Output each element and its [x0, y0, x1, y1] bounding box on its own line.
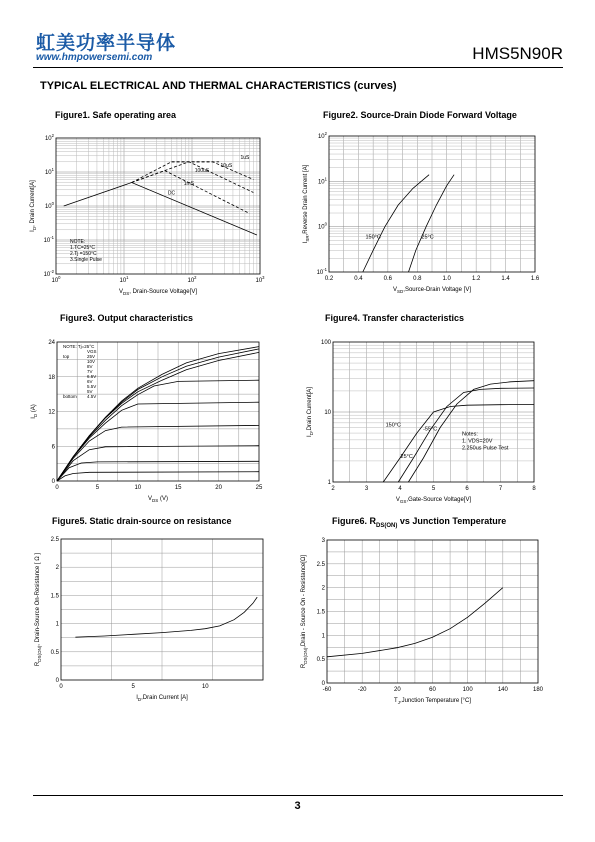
company-website: www.hmpowersemi.com	[36, 52, 153, 63]
fig3-x-tick-label: 25	[255, 485, 263, 491]
fig5-x-axis-label: $I_D,Drain$ Current [A]	[136, 695, 188, 702]
fig4-label-neg55c: -55°C	[423, 426, 438, 433]
fig2-x-tick-label: 1.2	[471, 276, 481, 282]
fig1-x-axis-label: $V_{DS}$, Drain-Source Voltage[V]	[119, 289, 197, 296]
fig5-x-tick-label: 10	[201, 684, 209, 690]
fig4-note-line: 2.250us Pulse Test	[461, 445, 509, 452]
fig2-series-line	[363, 175, 429, 272]
fig5-x-tick-label: 5	[131, 684, 135, 690]
fig6-y-tick-label: 2	[321, 585, 325, 592]
fig5-y-axis-label: $R_{DS(ON)}$, Drain-Source On-Resistance [ Ω ]	[35, 552, 42, 667]
fig3-legend-entry: 5V	[87, 389, 93, 394]
fig3-y-tick-label: 6	[51, 444, 55, 451]
fig4-note-line: 1. VDS=20V	[461, 438, 493, 445]
fig4-x-axis-label: $V_{GS},Gate$-Source Voltage[V]	[395, 497, 472, 504]
fig6-y-tick-label: 1	[321, 633, 325, 640]
fig3-x-tick-label: 10	[134, 485, 142, 491]
fig2-x-tick-label: 0.2	[324, 276, 334, 282]
fig5-y-tick-label: 1.5	[50, 593, 59, 600]
fig2-x-tick-label: 1.0	[442, 276, 451, 282]
fig3-legend-entry: 6V	[87, 379, 93, 384]
fig5-series-line	[75, 597, 257, 637]
fig4-x-tick-label: 5	[431, 486, 436, 492]
fig2-label-150c: 150°C	[365, 234, 381, 241]
fig3-y-tick-label: 12	[48, 409, 55, 416]
fig2-x-tick-label: 0.4	[354, 276, 363, 282]
fig6-x-tick-label: 100	[462, 687, 473, 693]
fig3-x-tick-label: 0	[55, 485, 59, 491]
fig6-x-tick-label: 60	[429, 687, 436, 693]
fig3-legend-entry: 25V	[87, 354, 96, 359]
fig1-note-line: NOTE:	[70, 239, 86, 245]
fig2-y-tick-label: $10^0$	[317, 221, 327, 231]
fig1-note-line: 1.TC=25°C	[70, 245, 95, 251]
fig3-legend-tag: top	[63, 354, 70, 359]
fig3-x-tick-label: 15	[174, 485, 182, 491]
fig1-series-label-10us: 10uS	[220, 163, 233, 170]
fig4-y-axis-label: $I_D,Drain$ Current[A]	[307, 387, 314, 437]
fig1-note-line: 2.Tj =150°C	[70, 251, 97, 257]
fig6-x-tick-label: 140	[497, 687, 508, 693]
fig4-x-tick-label: 7	[498, 486, 503, 492]
fig3-legend-entry: 7V	[87, 369, 93, 374]
fig3-y-tick-label: 0	[51, 479, 55, 485]
fig4-x-tick-label: 8	[532, 486, 536, 492]
fig5-y-tick-label: 1	[55, 621, 59, 628]
fig6-y-tick-label: 0	[321, 681, 325, 687]
fig5-x-tick-label: 0	[59, 684, 63, 690]
fig3-y-tick-label: 18	[48, 374, 55, 381]
fig1-series-label-100us: 100uS	[194, 168, 210, 174]
fig1-x-tick-label: $10^0$	[51, 275, 61, 284]
fig4-x-tick-label: 2	[331, 486, 335, 492]
fig3-legend-entry: 5.5V	[87, 384, 97, 389]
fig1-y-tick-label: $10^2$	[44, 133, 54, 142]
fig3-legend-tag: bottom	[63, 394, 77, 399]
figure1-title: Figure1. Safe operating area	[55, 110, 177, 120]
section-title: TYPICAL ELECTRICAL AND THERMAL CHARACTERISTICS (curves)	[40, 80, 397, 92]
fig5-y-tick-label: 0	[55, 678, 59, 684]
fig6-y-tick-label: 0.5	[316, 657, 325, 664]
fig4-label-150c: 150°C	[385, 422, 401, 429]
fig6-x-tick-label: -20	[357, 687, 367, 693]
fig4-label-25c: 25°C	[400, 454, 413, 461]
fig2-label-25c: 25°C	[421, 234, 434, 241]
fig1-x-tick-label: $10^3$	[255, 275, 265, 284]
figure3-title: Figure3. Output characteristics	[60, 313, 194, 323]
fig6-x-tick-label: 180	[532, 687, 544, 693]
footer-rule	[33, 795, 563, 796]
figure5-title: Figure5. Static drain-source on resistance	[52, 516, 232, 526]
fig3-x-axis-label: $V_{DS}$ (V)	[148, 496, 168, 503]
fig6-y-tick-label: 2.5	[316, 561, 325, 568]
fig4-y-tick-label: 10	[324, 410, 331, 416]
figure2-title: Figure2. Source-Drain Diode Forward Voltage	[323, 110, 517, 120]
fig2-x-axis-label: $V_{SD},Source$-Drain Voltage [V]	[393, 287, 471, 294]
fig6-x-tick-label: -60	[322, 687, 332, 693]
fig5-y-tick-label: 2	[55, 565, 59, 572]
fig3-x-tick-label: 20	[215, 485, 222, 491]
fig2-x-tick-label: 0.8	[413, 276, 422, 282]
fig6-y-axis-label: $R_{DS(ON)},Drain$ - Source On - Resistance[Ω]	[301, 554, 308, 669]
fig4-x-tick-label: 6	[465, 486, 469, 492]
fig3-legend-entry: 6.5V	[87, 374, 97, 379]
fig4-x-tick-label: 3	[364, 486, 369, 492]
fig3-legend-entry: 4.5V	[87, 394, 97, 399]
fig6-y-tick-label: 3	[321, 538, 325, 544]
fig5-y-tick-label: 2.5	[50, 537, 59, 543]
part-number: HMS5N90R	[472, 44, 563, 63]
fig3-y-tick-label: 24	[48, 340, 55, 346]
fig2-y-tick-label: $10^1$	[317, 176, 327, 186]
fig1-y-axis-label: $I_D$, Drain Current[A]	[30, 180, 37, 232]
figure6-title: Figure6. $R_{DS(ON)}$ vs Junction Temperature	[332, 516, 507, 529]
company-logo-chinese: 虹美功率半导体	[36, 32, 177, 54]
fig1-y-tick-label: $10^0$	[44, 201, 54, 210]
fig2-x-tick-label: 0.6	[383, 276, 393, 282]
fig1-x-tick-label: $10^2$	[187, 275, 197, 284]
page-number: 3	[294, 800, 301, 812]
fig3-y-axis-label: $I_D$ (A)	[31, 404, 38, 419]
fig2-y-axis-label: $I_{SR},Reverse$ Drain Current [A]	[303, 164, 310, 244]
fig3-legend-header: VGS	[87, 349, 97, 354]
fig1-y-tick-label: $10^1$	[44, 167, 54, 176]
fig1-series-label-dc: DC	[167, 190, 176, 197]
fig1-note-line: 3.Single Pulse	[70, 257, 102, 263]
fig1-y-tick-label: $10^{-2}$	[43, 269, 54, 278]
fig1-y-tick-label: $10^{-1}$	[43, 235, 54, 244]
figure4-title: Figure4. Transfer characteristics	[325, 313, 465, 323]
fig1-series-label-1ms: 1mS	[183, 180, 195, 187]
fig6-x-tick-label: 20	[393, 687, 401, 693]
fig2-series-line	[409, 175, 455, 272]
fig6-x-axis-label: $T_J,Junction$ Temperature [°C]	[394, 698, 471, 705]
fig4-y-tick-label: 100	[320, 340, 331, 346]
fig3-legend-note: NOTE: Tj=25°C	[63, 344, 95, 349]
fig2-y-tick-label: $10^{-1}$	[316, 267, 327, 276]
fig4-x-tick-label: 4	[398, 486, 402, 492]
fig3-x-tick-label: 5	[95, 485, 100, 491]
fig4-note-line: Notes:	[461, 431, 478, 438]
fig2-y-tick-label: $10^2$	[317, 131, 327, 140]
fig1-series-line	[64, 180, 257, 236]
fig6-y-tick-label: 1.5	[316, 609, 325, 616]
fig1-series-label-1us: 1uS	[240, 155, 250, 162]
fig4-y-tick-label: 1	[327, 480, 331, 486]
fig1-x-tick-label: $10^1$	[119, 275, 129, 284]
fig3-legend-entry: 8V	[87, 364, 93, 369]
fig3-legend-entry: 10V	[87, 359, 96, 364]
fig2-x-tick-label: 1.6	[530, 276, 540, 282]
fig5-y-tick-label: 0.5	[50, 649, 59, 656]
fig2-x-tick-label: 1.4	[501, 276, 510, 282]
